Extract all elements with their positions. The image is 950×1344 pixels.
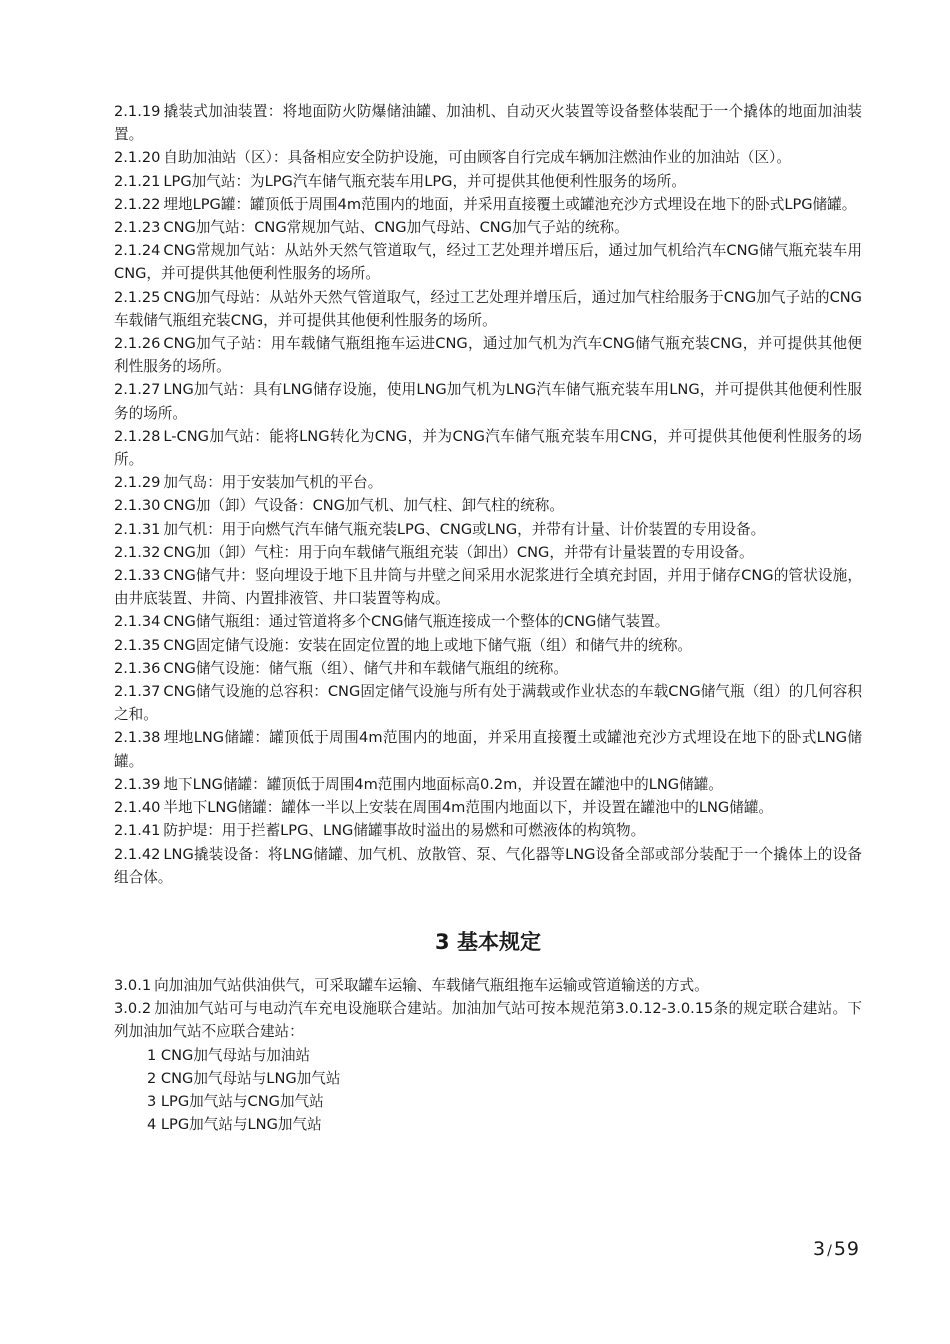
clause — [114, 657, 862, 680]
list-item: 4 LPG加气站与LNG加气站 — [147, 1116, 322, 1134]
clause-number: 2.1.27 — [114, 381, 161, 399]
clause — [114, 843, 862, 889]
list-item: 1 CNG加气母站与加油站 — [147, 1046, 311, 1064]
list-item: 3 LPG加气站与CNG加气站 — [147, 1092, 324, 1110]
clause-text: CNG加（卸）气柱：用于向车载储气瓶组充装（卸出）CNG，并带有计量装置的专用设备。 — [163, 543, 754, 561]
list-item: 2 CNG加气母站与LNG加气站 — [147, 1069, 341, 1087]
clause-text: 加气机：用于向燃气汽车储气瓶充装LPG、CNG或LNG，并带有计量、计价装置的专用设备。 — [163, 520, 766, 538]
clause — [114, 634, 862, 657]
clause — [114, 471, 862, 494]
clause-text: 加气岛：用于安装加气机的平台。 — [163, 474, 383, 492]
clause-text: CNG常规加气站：从站外天然气管道取气，经过工艺处理并增压后，通过加气机给汽车CNG储气瓶充装车用CNG，并可提供其他便利性服务的场所。 — [114, 242, 862, 283]
clause-text: 地下LNG储罐：罐顶低于周围4m范围内地面标高0.2m，并设置在罐池中的LNG储罐。 — [163, 775, 723, 793]
clause-number: 2.1.30 — [114, 497, 161, 515]
clause-number: 2.1.31 — [114, 520, 161, 538]
clause — [114, 796, 862, 819]
clause-number: 2.1.25 — [114, 288, 161, 306]
clause-text: 半地下LNG储罐：罐体一半以上安装在周围4m范围内地面以下，并设置在罐池中的LNG储罐。 — [163, 799, 774, 817]
clause — [114, 997, 862, 1043]
clause — [114, 146, 862, 169]
clause — [114, 286, 862, 332]
clause-text: 向加油加气站供油供气，可采取罐车运输、车载储气瓶组拖车运输或管道输送的方式。 — [154, 976, 709, 994]
clause-text: CNG加气母站：从站外天然气管道取气，经过工艺处理并增压后，通过加气柱给服务于CNG加气子站的CNG车载储气瓶组充装CNG，并可提供其他便利性服务的场所。 — [114, 288, 862, 329]
clause — [114, 610, 862, 633]
clause-number: 3.0.2 — [114, 1000, 152, 1018]
clause — [114, 819, 862, 842]
clause-number: 3.0.1 — [114, 976, 152, 994]
clause-number: 2.1.26 — [114, 335, 161, 353]
clause — [114, 332, 862, 378]
clause-number: 2.1.35 — [114, 636, 161, 654]
definition-clauses — [114, 100, 862, 889]
clause — [114, 518, 862, 541]
clause-text: 埋地LPG罐：罐顶低于周围4m范围内的地面，并采用直接覆土或罐池充沙方式埋设在地下的卧式LPG储罐。 — [163, 195, 857, 213]
page-separator: / — [827, 1243, 833, 1259]
clause-number: 2.1.21 — [114, 172, 161, 190]
section-heading: 3 基本规定 — [435, 929, 541, 954]
clause — [114, 170, 862, 193]
clause-text: CNG加（卸）气设备：CNG加气机、加气柱、卸气柱的统称。 — [163, 497, 564, 515]
clause-number: 2.1.32 — [114, 543, 161, 561]
section-list — [114, 1044, 862, 1137]
clause — [114, 100, 862, 146]
clause-text: CNG储气设施：储气瓶（组）、储气井和车载储气瓶组的统称。 — [163, 659, 568, 677]
page-current: 3 — [813, 1238, 827, 1260]
clause-number: 2.1.28 — [114, 427, 161, 445]
clause — [114, 378, 862, 424]
clause-text: LPG加气站：为LPG汽车储气瓶充装车用LPG，并可提供其他便利性服务的场所。 — [163, 172, 686, 190]
clause — [114, 974, 862, 997]
page-number — [813, 1236, 860, 1264]
clause-text: 撬装式加油装置：将地面防火防爆储油罐、加油机、自动灭火装置等设备整体装配于一个撬体的地面加油装置。 — [114, 103, 862, 144]
clause-number: 2.1.37 — [114, 683, 161, 701]
clause-text: L-CNG加气站：能将LNG转化为CNG，并为CNG汽车储气瓶充装车用CNG，并可提供其他便利性服务的场所。 — [114, 427, 862, 469]
clause-number: 2.1.34 — [114, 613, 161, 631]
clause-text: CNG加气站：CNG常规加气站、CNG加气母站、CNG加气子站的统称。 — [163, 219, 629, 237]
clause-number: 2.1.40 — [114, 799, 161, 817]
clause-text: 防护堤：用于拦蓄LPG、LNG储罐事故时溢出的易燃和可燃液体的构筑物。 — [163, 822, 646, 840]
clause — [114, 726, 862, 772]
clause-number: 2.1.33 — [114, 567, 161, 585]
clause-text: CNG固定储气设施：安装在固定位置的地上或地下储气瓶（组）和储气井的统称。 — [163, 636, 693, 654]
clause-number: 2.1.29 — [114, 474, 161, 492]
clause-text: LNG加气站：具有LNG储存设施，使用LNG加气机为LNG汽车储气瓶充装车用LNG，并可提供其他便利性服务的场所。 — [114, 381, 862, 422]
clause — [114, 216, 862, 239]
clause-text: 自助加油站（区）：具备相应安全防护设施，可由顾客自行完成车辆加注燃油作业的加油站（区）。 — [163, 149, 791, 167]
clause-number: 2.1.38 — [114, 729, 161, 747]
page-content — [114, 100, 862, 1136]
clause — [114, 541, 862, 564]
clause-text: CNG储气设施的总容积：CNG固定储气设施与所有处于满载或作业状态的车载CNG储气瓶（组）的几何容积之和。 — [114, 683, 862, 724]
clause — [114, 773, 862, 796]
clause — [114, 193, 862, 216]
clause-number: 2.1.23 — [114, 219, 161, 237]
clause-number: 2.1.39 — [114, 775, 161, 793]
clause-text: CNG储气瓶组：通过管道将多个CNG储气瓶连接成一个整体的CNG储气装置。 — [163, 613, 670, 631]
page-total: 59 — [833, 1238, 860, 1260]
clause — [114, 494, 862, 517]
clause-number: 2.1.24 — [114, 242, 161, 260]
clause-number: 2.1.22 — [114, 195, 161, 213]
clause-number: 2.1.19 — [114, 103, 161, 120]
clause-number: 2.1.42 — [114, 845, 161, 863]
clause — [114, 564, 862, 610]
clause-text: 加油加气站可与电动汽车充电设施联合建站。加油加气站可按本规范第3.0.12-3.0.15条的规定联合建站。下列加油加气站不应联合建站： — [114, 1000, 862, 1041]
clause-number: 2.1.41 — [114, 822, 161, 840]
clause-text: CNG加气子站：用车载储气瓶组拖车运进CNG，通过加气机为汽车CNG储气瓶充装CNG，并可提供其他便利性服务的场所。 — [114, 335, 862, 376]
clause — [114, 239, 862, 285]
clause — [114, 680, 862, 726]
clause-number: 2.1.36 — [114, 659, 161, 677]
clause-text: CNG储气井：竖向埋设于地下且井筒与井壁之间采用水泥浆进行全填充封固，并用于储存CNG的管状设施，由井底装置、井筒、内置排液管、井口装置等构成。 — [114, 567, 862, 608]
clause-text: LNG撬装设备：将LNG储罐、加气机、放散管、泵、气化器等LNG设备全部或部分装配于一个撬体上的设备组合体。 — [114, 845, 862, 886]
clause-text: 埋地LNG储罐：罐顶低于周围4m范围内的地面，并采用直接覆土或罐池充沙方式埋设在地下的卧式LNG储罐。 — [114, 729, 862, 770]
section-clauses — [114, 974, 862, 1044]
clause — [114, 425, 862, 471]
clause-number: 2.1.20 — [114, 149, 161, 167]
